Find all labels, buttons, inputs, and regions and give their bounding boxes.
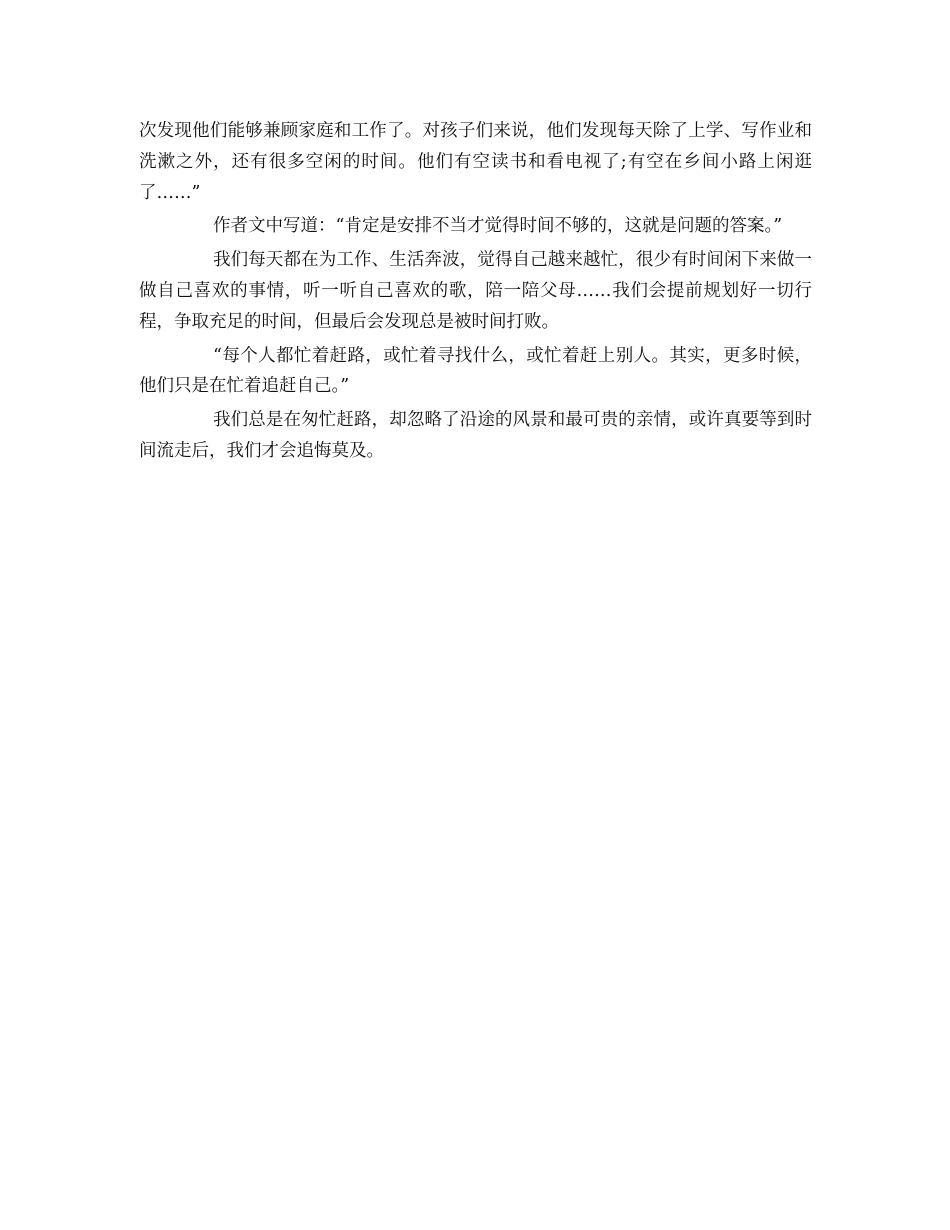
paragraph-3: 我们每天都在为工作、生活奔波，觉得自己越来越忙，很少有时间闲下来做一做自己喜欢的事情，听一听自己喜欢的歌，陪一陪父母……我们会提前规划好一切行程，争取充足的时间，但最后会发现总是被时间打败。 <box>139 250 812 332</box>
paragraph-1: 次发现他们能够兼顾家庭和工作了。对孩子们来说，他们发现每天除了上学、写作业和洗漱之外，还有很多空闲的时间。他们有空读书和看电视了;有空在乡间小路上闲逛了……” <box>139 121 812 203</box>
paragraph-5: 我们总是在匆忙赶路，却忽略了沿途的风景和最可贵的亲情，或许真要等到时间流走后，我们才会追悔莫及。 <box>139 410 812 461</box>
body-text <box>139 116 812 470</box>
paragraph-4: “每个人都忙着赶路，或忙着寻找什么，或忙着赶上别人。其实，更多时候，他们只是在忙着追赶自己。” <box>139 345 812 397</box>
paragraph-2: 作者文中写道：“肯定是安排不当才觉得时间不够的，这就是问题的答案。” <box>213 216 783 237</box>
